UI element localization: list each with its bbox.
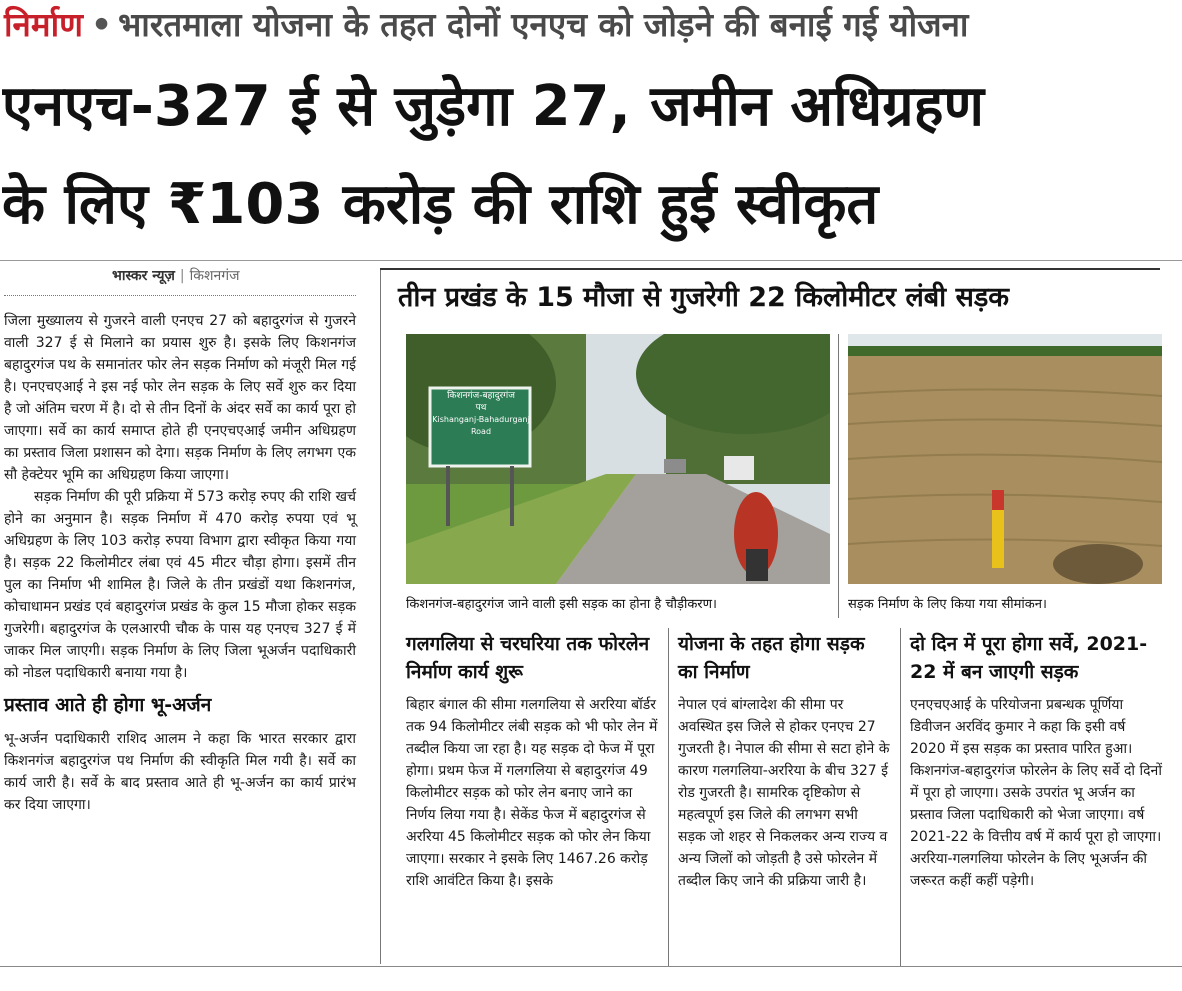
photo-divider: [838, 334, 839, 618]
road-sign-hindi-2: पथ: [475, 403, 487, 413]
road-sign-english: Kishanganj-Bahadurganj: [432, 415, 530, 424]
byline-agency: भास्कर न्यूज़: [112, 268, 175, 284]
field-photo: [848, 334, 1162, 584]
byline: [112, 266, 240, 285]
byline-place: किशनगंज: [189, 268, 240, 284]
left-para-2: सड़क निर्माण की पूरी प्रक्रिया में 573 करोड़ रुपए की राशि खर्च होने का अनुमान है। सड़क निर्माण में 470 करोड़ रुपया एवं भू अधिग्रहण के लिए 103 करोड़ रुपया विभाग द्वारा स्वीकृत किया गया है। सड़क 22 किलोमीटर लंबा एवं 45 मीटर चौड़ा होगा। इसमें तीन पुल का निर्माण भी शामिल है। जिले के तीन प्रखंडों यथा किशनगंज, कोचाधामन प्रखंड एवं बहादुरगंज प्रखंड के कुल 15 मौजा होकर सड़क गुजरेगी। बहादुरगंज के एलआरपी चौक के पास यह एनएच 327 ई में जाकर मिल जाएगी। सड़क निर्माण के लिए जिला भूअर्जन पदाधिकारी को नोडल पदाधिकारी बनाया गया है।: [4, 489, 356, 681]
road-photo: [406, 334, 830, 584]
column-2-title: योजना के तहत होगा सड़क का निर्माण: [678, 633, 865, 683]
article-column-2: [678, 630, 890, 892]
subheadline: तीन प्रखंड के 15 मौजा से गुजरेगी 22 किलोमीटर लंबी सड़क: [398, 282, 1009, 313]
article-column-1: [406, 630, 660, 892]
section-tag: निर्माण: [4, 5, 84, 44]
column-divider-main: [380, 268, 381, 964]
column-1-body: बिहार बंगाल की सीमा गलगलिया से अररिया बॉर्डर तक 94 किलोमीटर लंबी सड़क को भी फोर लेन में तब्दील किया जा रहा है। यह सड़क दो फेज में पूरा होगा। प्रथम फेज में गलगलिया से बहादुरगंज 49 किलोमीटर सड़क को फोर लेन बनाए जाने का निर्णय लिया गया है। सेकेंड फेज में बहादुरगंज से अररिया 45 किलोमीटर सड़क को फोर लेन किया जाएगा। सरकार ने इसके लिए 1467.26 करोड़ राशि आवंटित किया है। इसके: [406, 697, 658, 889]
headline-line-1: एनएच-327 ई से जुड़ेगा 27, जमीन अधिग्रहण: [2, 74, 984, 139]
road-sign-english-2: Road: [470, 427, 492, 436]
page-bottom-rule: [0, 966, 1182, 967]
byline-separator: |: [179, 268, 185, 284]
left-para-3: भू-अर्जन पदाधिकारी राशिद आलम ने कहा कि भारत सरकार द्वारा किशनगंज बहादुरगंज पथ निर्माण की स्वीकृति मिल गयी है। सर्वे का कार्य जारी है। सर्वे के बाद प्रस्ताव आते ही भू-अर्जन का कार्य प्रारंभ कर दिया जाएगा।: [4, 731, 356, 813]
headline-line-2: के लिए ₹103 करोड़ की राशि हुई स्वीकृत: [2, 172, 879, 237]
kicker-text: भारतमाला योजना के तहत दोनों एनएच को जोड़ने की बनाई गई योजना: [118, 5, 969, 44]
road-sign: [432, 390, 530, 438]
bullet: •: [91, 5, 113, 44]
road-photo-illustration: [406, 334, 830, 584]
photo-caption-2: सड़क निर्माण के लिए किया गया सीमांकन।: [848, 597, 1047, 612]
headline-divider: [0, 260, 1182, 261]
column-3-title: दो दिन में पूरा होगा सर्वे, 2021-22 में बन जाएगी सड़क: [910, 633, 1148, 683]
column-1-title: गलगलिया से चरघरिया तक फोरलेन निर्माण कार्य शुरू: [406, 633, 650, 683]
subhead-rule: [380, 268, 1160, 270]
left-para-1: जिला मुख्यालय से गुजरने वाली एनएच 27 को बहादुरगंज से गुजरने वाली 327 ई से मिलाने का प्रयास शुरु है। इसके लिए किशनगंज बहादुरगंज पथ के समानांतर फोर लेन सड़क निर्माण को मंजूरी मिल गई है। एनएचएआई ने इस नई फोर लेन सड़क के लिए सर्वे शुरु कर दिया है जो अंतिम चरण में है। दो से तीन दिनों के अंदर सर्वे का कार्य पूरा हो जाएगा। सर्वे का कार्य समाप्त होते ही एनएचएआई जमीन अधिग्रहण का प्रस्ताव जिला प्रशासन को देगा। सड़क निर्माण के लिए लगभग एक सौ हेक्टेयर भूमि का अधिग्रहण किया जाएगा।: [4, 313, 356, 483]
left-subhead: प्रस्ताव आते ही होगा भू-अर्जन: [4, 694, 212, 716]
photo-caption-1: किशनगंज-बहादुरगंज जाने वाली इसी सड़क का होना है चौड़ीकरण।: [406, 597, 717, 612]
field-photo-illustration: [848, 334, 1162, 584]
column-divider-2: [900, 628, 901, 966]
headline: [2, 58, 1180, 254]
article-column-3: [910, 630, 1162, 892]
kicker-line: [4, 6, 1178, 44]
road-sign-hindi: किशनगंज-बहादुरगंज: [447, 391, 515, 401]
column-3-body: एनएचएआई के परियोजना प्रबन्धक पूर्णिया डिवीजन अरविंद कुमार ने कहा कि इसी वर्ष 2020 में इस सड़क का प्रस्ताव पारित हुआ। किशनगंज-बहादुरगंज फोरलेन के लिए सर्वे दो दिनों में पूरा हो जाएगा। उसके उपरांत भू अर्जन का प्रस्ताव जिला पदाधिकारी को भेजा जाएगा। वर्ष 2021-22 के वित्तीय वर्ष में कार्य पूरा हो जाएगा। अररिया-गलगलिया फोरलेन के लिए भूअर्जन की जरूरत कहीं कहीं पड़ेगी।: [910, 697, 1162, 889]
left-column: [4, 310, 356, 816]
byline-divider: [4, 295, 356, 296]
column-2-body: नेपाल एवं बांग्लादेश की सीमा पर अवस्थित इस जिले से होकर एनएच 27 गुजरती है। नेपाल की सीमा से सटा होने के कारण गलगलिया-अररिया के बीच 327 ई रोड गुजरती है। सामरिक दृष्टिकोण से महत्वपूर्ण इस जिले की लगभग सभी सड़क जो शहर से निकलकर अन्य राज्य व अन्य जिलों को जोड़ती है उसे फोरलेन में तब्दील किए जाने की प्रक्रिया जारी है।: [678, 697, 890, 889]
column-divider-1: [668, 628, 669, 966]
